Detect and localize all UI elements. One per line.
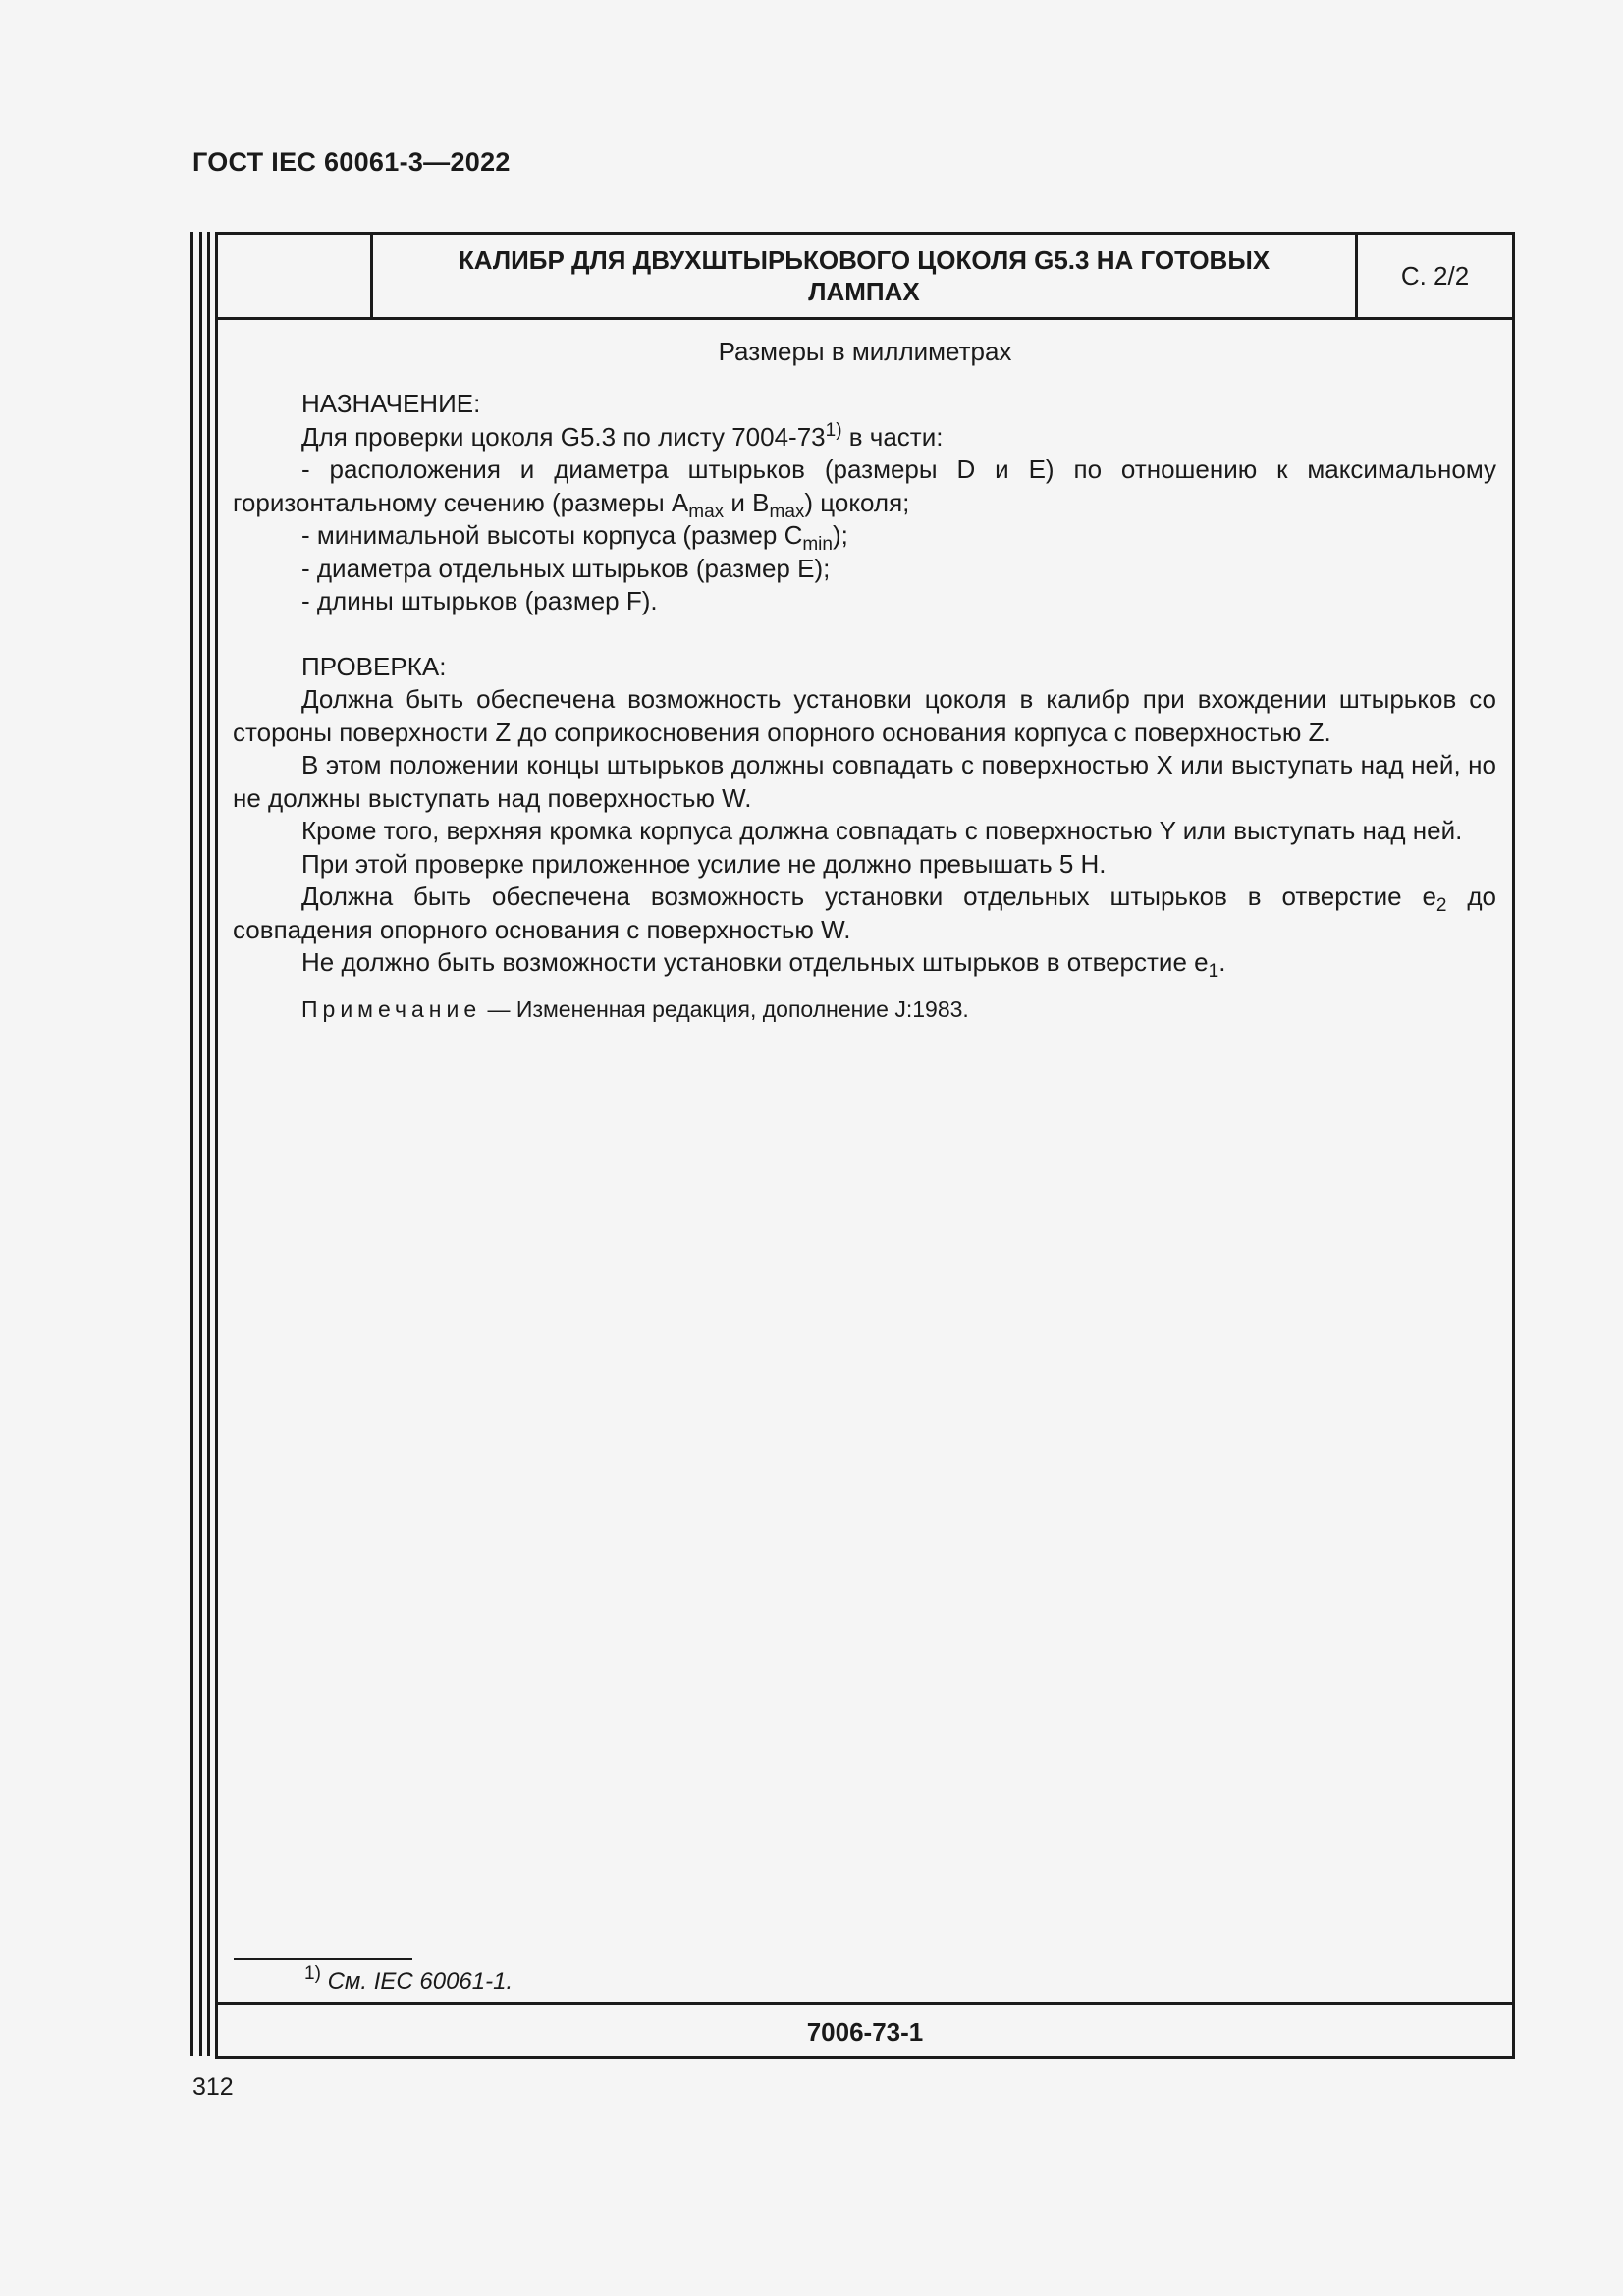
sheet-body <box>233 388 1496 1026</box>
footnote-rule <box>234 1958 412 1960</box>
sheet-page-ref: С. 2/2 <box>1400 260 1470 291</box>
sheet-title: КАЛИБР ДЛЯ ДВУХШТЫРЬКОВОГО ЦОКОЛЯ G5.3 НА ГОТОВЫХ ЛАМПАХ <box>458 245 1271 306</box>
check-paragraph-6: Не должно быть возможности установки отдельных штырьков в отверстие $e_1$. <box>301 947 1226 982</box>
header-empty-cell <box>218 235 373 317</box>
purpose-item-2: - минимальной высоты корпуса (размер $C_{min}$); <box>301 520 848 555</box>
page-number: 312 <box>192 2073 234 2101</box>
sheet-header <box>218 235 1512 320</box>
note-text: — Измененная редакция, дополнение J:1983. <box>481 995 969 1022</box>
check-heading: ПРОВЕРКА: <box>301 651 447 681</box>
sheet-number: 7006-73-1 <box>806 2017 924 2047</box>
sheet-frame <box>215 232 1515 2059</box>
units-note: Размеры в миллиметрах <box>718 337 1012 366</box>
check-paragraph-1: Должна быть обеспечена возможность установки цоколя в калибр при вхождении штырьков со стороны поверхности Z до соприкосновения опорного основания корпуса с поверхностью Z. <box>233 684 1496 747</box>
purpose-intro: Для проверки цоколя G5.3 по листу 7004-73$^{1)}$ в части: <box>301 419 944 452</box>
header-page-cell <box>1358 235 1512 317</box>
purpose-heading: НАЗНАЧЕНИЕ: <box>301 389 481 418</box>
note <box>233 993 1496 1027</box>
purpose-item-1: - расположения и диаметра штырьков (размеры D и E) по отношению к максимальному горизонтальному сечению (размеры $A_{max}$ и $B_{max}$) цоколя; <box>233 454 1496 522</box>
margin-line-middle <box>199 232 202 2056</box>
document-code: ГОСТ IEC 60061-3—2022 <box>192 147 511 177</box>
section-gap <box>233 618 1496 651</box>
header-title-cell <box>373 235 1358 317</box>
purpose-item-4: - длины штырьков (размер F). <box>301 586 658 615</box>
check-paragraph-2: В этом положении концы штырьков должны совпадать с поверхностью X или выступать над ней, но не должны выступать над поверхностью W. <box>233 750 1496 813</box>
sheet-footer <box>218 2002 1512 2059</box>
check-paragraph-4: При этой проверке приложенное усилие не должно превышать 5 Н. <box>301 848 1107 879</box>
note-label: Примечание <box>301 995 482 1022</box>
check-paragraph-3: Кроме того, верхняя кромка корпуса должна совпадать с поверхностью Y или выступать над ней. <box>301 816 1463 845</box>
margin-line-outer <box>190 232 193 2056</box>
purpose-item-3: - диаметра отдельных штырьков (размер E); <box>301 553 831 583</box>
footnote: $^{1)}$ См. IEC 60061-1. <box>304 1963 514 1995</box>
check-paragraph-5: Должна быть обеспечена возможность установки отдельных штырьков в отверстие $e_2$ до совпадения опорного основания с поверхностью W. <box>233 881 1496 944</box>
margin-line-inner <box>207 232 210 2056</box>
